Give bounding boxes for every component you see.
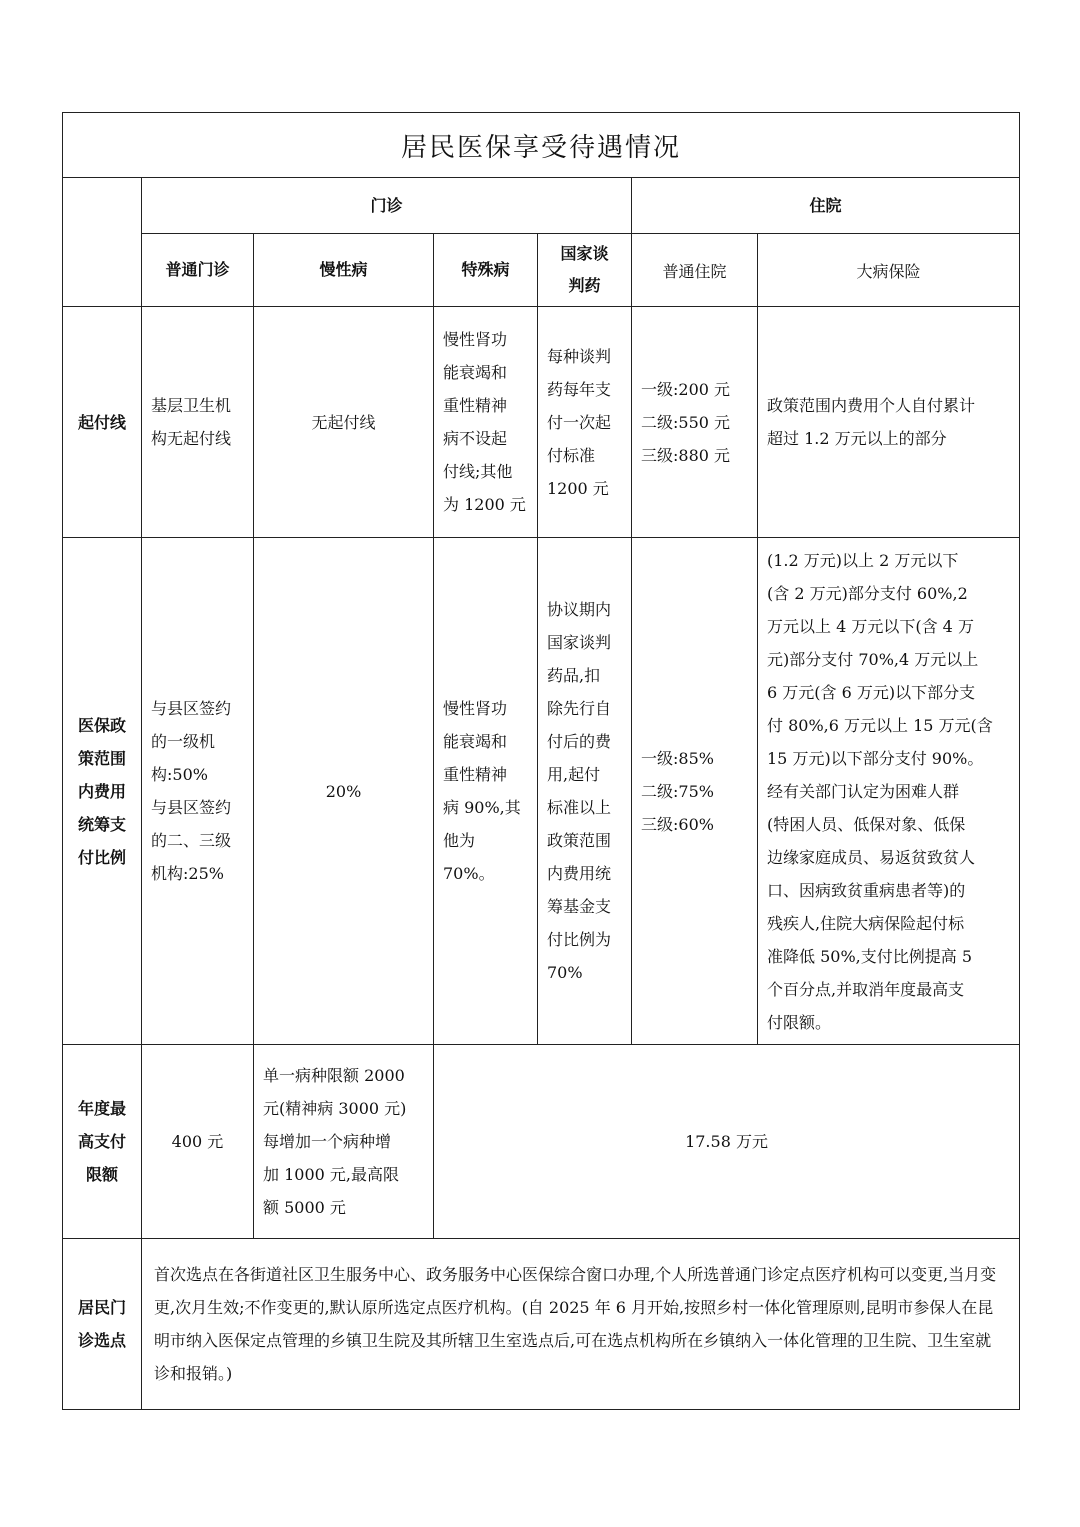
col-header-negotiated-drugs: 国家谈 判药: [538, 234, 632, 307]
site-selection-text: 首次选点在各街道社区卫生服务中心、政务服务中心医保综合窗口办理,个人所选普通门诊定点医疗机构可以变更,当月变更,次月生效;不作变更的,默认原所选定点医疗机构。(自 2025 年 6 月开始,按照乡村一体化管理原则,昆明市参保人在昆明市纳入医保定点管理的乡镇卫生院及其所辖卫生室选点后,可在选点机构所在乡镇纳入一体化管理的卫生院、卫生室就诊和报销。): [142, 1239, 1020, 1410]
deductible-major-illness: 政策范围内费用个人自付累计 超过 1.2 万元以上的部分: [758, 307, 1020, 538]
col-header-general-inpatient: 普通住院: [632, 234, 758, 307]
row-label-ratio: 医保政 策范围 内费用 统筹支 付比例: [63, 538, 142, 1045]
ratio-general-outpatient: 与县区签约 的一级机 构:50% 与县区签约 的二、三级 机构:25%: [142, 538, 254, 1045]
ratio-major-illness: (1.2 万元)以上 2 万元以下 (含 2 万元)部分支付 60%,2 万元以上 4 万元以下(含 4 万 元)部分支付 70%,4 万元以上 6 万元(含 6 万元)以下部分支 付 80%,6 万元以上 15 万元(含 15 万元)以下部分支付 90%。 经有关部门认定为困难人群 (特困人员、低保对象、低保 边缘家庭成员、易返贫致贫人 口、因病致贫重病患者等)的 残疾人,住院大病保险起付标 准降低 50%,支付比例提高 5 个百分点,并取消年度最高支 付限额。: [758, 538, 1020, 1045]
deductible-chronic: 无起付线: [254, 307, 434, 538]
group-header-outpatient: 门诊: [142, 178, 632, 234]
row-label-site-selection: 居民门 诊选点: [63, 1239, 142, 1410]
annual-cap-general-outpatient: 400 元: [142, 1045, 254, 1239]
col-header-chronic: 慢性病: [254, 234, 434, 307]
deductible-negotiated: 每种谈判 药每年支 付一次起 付标准 1200 元: [538, 307, 632, 538]
ratio-special: 慢性肾功 能衰竭和 重性精神 病 90%,其 他为 70%。: [434, 538, 538, 1045]
annual-cap-merged: 17.58 万元: [434, 1045, 1020, 1239]
deductible-general-inpatient: 一级:200 元 二级:550 元 三级:880 元: [632, 307, 758, 538]
ratio-chronic: 20%: [254, 538, 434, 1045]
row-label-deductible: 起付线: [63, 307, 142, 538]
col-header-general-outpatient: 普通门诊: [142, 234, 254, 307]
page-title: 居民医保享受待遇情况: [63, 113, 1020, 178]
group-header-inpatient: 住院: [632, 178, 1020, 234]
ratio-general-inpatient: 一级:85% 二级:75% 三级:60%: [632, 538, 758, 1045]
col-header-special: 特殊病: [434, 234, 538, 307]
col-header-major-illness: 大病保险: [758, 234, 1020, 307]
row-label-annual-cap: 年度最 高支付 限额: [63, 1045, 142, 1239]
deductible-special: 慢性肾功 能衰竭和 重性精神 病不设起 付线;其他 为 1200 元: [434, 307, 538, 538]
deductible-general-outpatient: 基层卫生机 构无起付线: [142, 307, 254, 538]
corner-cell: [63, 178, 142, 307]
ratio-negotiated: 协议期内 国家谈判 药品,扣 除先行自 付后的费 用,起付 标准以上 政策范围 内费用统 筹基金支 付比例为 70%: [538, 538, 632, 1045]
benefits-table: [62, 112, 1020, 1410]
annual-cap-chronic: 单一病种限额 2000 元(精神病 3000 元) 每增加一个病种增 加 1000 元,最高限 额 5000 元: [254, 1045, 434, 1239]
